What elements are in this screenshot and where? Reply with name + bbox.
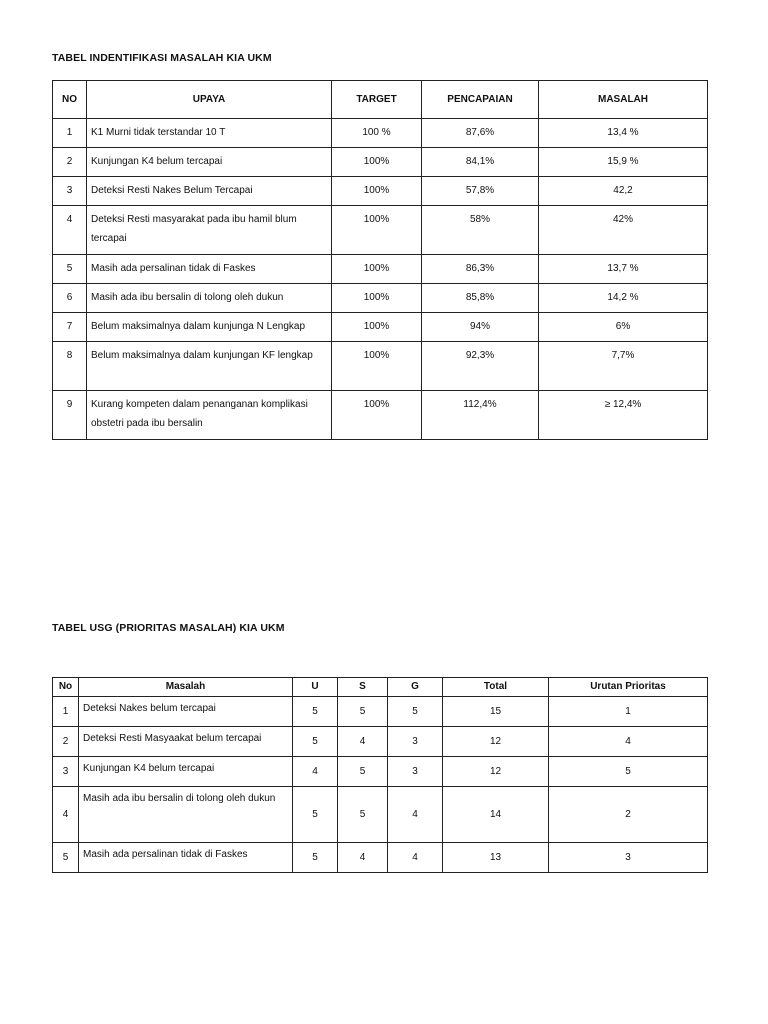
cell-upaya: K1 Murni tidak terstandar 10 T — [87, 119, 332, 148]
cell-pencapaian: 92,3% — [422, 342, 539, 391]
table-row — [53, 148, 708, 177]
cell-target: 100% — [332, 391, 422, 440]
cell-no: 4 — [53, 787, 79, 843]
header-s: S — [338, 678, 388, 697]
cell-u: 5 — [293, 843, 338, 873]
cell-g: 4 — [388, 843, 443, 873]
cell-upaya: Kurang kompeten dalam penanganan komplikasi obstetri pada ibu bersalin — [87, 391, 332, 440]
cell-no: 1 — [53, 697, 79, 727]
cell-total: 12 — [443, 727, 549, 757]
cell-upaya: Deteksi Resti Nakes Belum Tercapai — [87, 177, 332, 206]
cell-target: 100% — [332, 177, 422, 206]
cell-pencapaian: 112,4% — [422, 391, 539, 440]
cell-upaya: Masih ada persalinan tidak di Faskes — [87, 255, 332, 284]
header-target: TARGET — [332, 81, 422, 119]
table-row — [53, 342, 708, 391]
header-masalah: Masalah — [79, 678, 293, 697]
cell-s: 4 — [338, 727, 388, 757]
cell-upaya: Masih ada ibu bersalin di tolong oleh dukun — [87, 284, 332, 313]
cell-target: 100% — [332, 255, 422, 284]
cell-upaya: Belum maksimalnya dalam kunjungan KF lengkap — [87, 342, 332, 391]
table-row — [53, 391, 708, 440]
table-row — [53, 313, 708, 342]
cell-upaya: Deteksi Resti masyarakat pada ibu hamil blum tercapai — [87, 206, 332, 255]
cell-total: 14 — [443, 787, 549, 843]
header-masalah: MASALAH — [539, 81, 708, 119]
cell-upaya: Belum maksimalnya dalam kunjunga N Lengkap — [87, 313, 332, 342]
table-row — [53, 697, 708, 727]
cell-urutan-prioritas: 2 — [549, 787, 708, 843]
cell-urutan-prioritas: 5 — [549, 757, 708, 787]
cell-masalah: Deteksi Nakes belum tercapai — [79, 697, 293, 727]
problem-identification-table — [52, 80, 708, 440]
cell-u: 4 — [293, 757, 338, 787]
cell-s: 5 — [338, 787, 388, 843]
cell-masalah: 7,7% — [539, 342, 708, 391]
usg-priority-table — [52, 677, 708, 873]
cell-target: 100% — [332, 284, 422, 313]
header-g: G — [388, 678, 443, 697]
cell-total: 15 — [443, 697, 549, 727]
cell-upaya: Kunjungan K4 belum tercapai — [87, 148, 332, 177]
cell-urutan-prioritas: 4 — [549, 727, 708, 757]
cell-pencapaian: 94% — [422, 313, 539, 342]
cell-urutan-prioritas: 3 — [549, 843, 708, 873]
cell-masalah: 14,2 % — [539, 284, 708, 313]
cell-g: 5 — [388, 697, 443, 727]
cell-masalah: 42,2 — [539, 177, 708, 206]
cell-no: 4 — [53, 206, 87, 255]
cell-target: 100 % — [332, 119, 422, 148]
cell-masalah: ≥ 12,4% — [539, 391, 708, 440]
cell-no: 3 — [53, 757, 79, 787]
cell-masalah: Kunjungan K4 belum tercapai — [79, 757, 293, 787]
cell-no: 6 — [53, 284, 87, 313]
header-u: U — [293, 678, 338, 697]
cell-no: 7 — [53, 313, 87, 342]
cell-no: 2 — [53, 727, 79, 757]
cell-g: 3 — [388, 727, 443, 757]
header-total: Total — [443, 678, 549, 697]
table-row — [53, 284, 708, 313]
cell-s: 5 — [338, 757, 388, 787]
table-row — [53, 119, 708, 148]
cell-masalah: 13,4 % — [539, 119, 708, 148]
cell-g: 4 — [388, 787, 443, 843]
header-upaya: UPAYA — [87, 81, 332, 119]
cell-no: 8 — [53, 342, 87, 391]
cell-u: 5 — [293, 697, 338, 727]
cell-no: 2 — [53, 148, 87, 177]
cell-pencapaian: 58% — [422, 206, 539, 255]
cell-target: 100% — [332, 206, 422, 255]
table-row — [53, 727, 708, 757]
table-row — [53, 757, 708, 787]
header-no: No — [53, 678, 79, 697]
cell-masalah: Masih ada persalinan tidak di Faskes — [79, 843, 293, 873]
cell-target: 100% — [332, 342, 422, 391]
table-row — [53, 177, 708, 206]
cell-no: 5 — [53, 843, 79, 873]
cell-s: 4 — [338, 843, 388, 873]
table-row — [53, 787, 708, 843]
table-header-row — [53, 81, 708, 119]
cell-no: 5 — [53, 255, 87, 284]
cell-pencapaian: 86,3% — [422, 255, 539, 284]
cell-masalah: Masih ada ibu bersalin di tolong oleh dukun — [79, 787, 293, 843]
cell-masalah: 13,7 % — [539, 255, 708, 284]
cell-pencapaian: 57,8% — [422, 177, 539, 206]
cell-no: 3 — [53, 177, 87, 206]
header-pencapaian: PENCAPAIAN — [422, 81, 539, 119]
table-header-row — [53, 678, 708, 697]
cell-u: 5 — [293, 787, 338, 843]
cell-masalah: 42% — [539, 206, 708, 255]
cell-target: 100% — [332, 148, 422, 177]
cell-total: 13 — [443, 843, 549, 873]
table-row — [53, 843, 708, 873]
cell-urutan-prioritas: 1 — [549, 697, 708, 727]
table-row — [53, 206, 708, 255]
table1-title: TABEL INDENTIFIKASI MASALAH KIA UKM — [52, 52, 272, 64]
cell-masalah: 15,9 % — [539, 148, 708, 177]
table-row — [53, 255, 708, 284]
cell-masalah: 6% — [539, 313, 708, 342]
header-no: NO — [53, 81, 87, 119]
cell-pencapaian: 85,8% — [422, 284, 539, 313]
cell-s: 5 — [338, 697, 388, 727]
cell-u: 5 — [293, 727, 338, 757]
cell-masalah: Deteksi Resti Masyaakat belum tercapai — [79, 727, 293, 757]
cell-g: 3 — [388, 757, 443, 787]
table2-title: TABEL USG (PRIORITAS MASALAH) KIA UKM — [52, 622, 285, 634]
cell-pencapaian: 84,1% — [422, 148, 539, 177]
cell-no: 1 — [53, 119, 87, 148]
cell-total: 12 — [443, 757, 549, 787]
cell-pencapaian: 87,6% — [422, 119, 539, 148]
cell-target: 100% — [332, 313, 422, 342]
cell-no: 9 — [53, 391, 87, 440]
header-urutan-prioritas: Urutan Prioritas — [549, 678, 708, 697]
